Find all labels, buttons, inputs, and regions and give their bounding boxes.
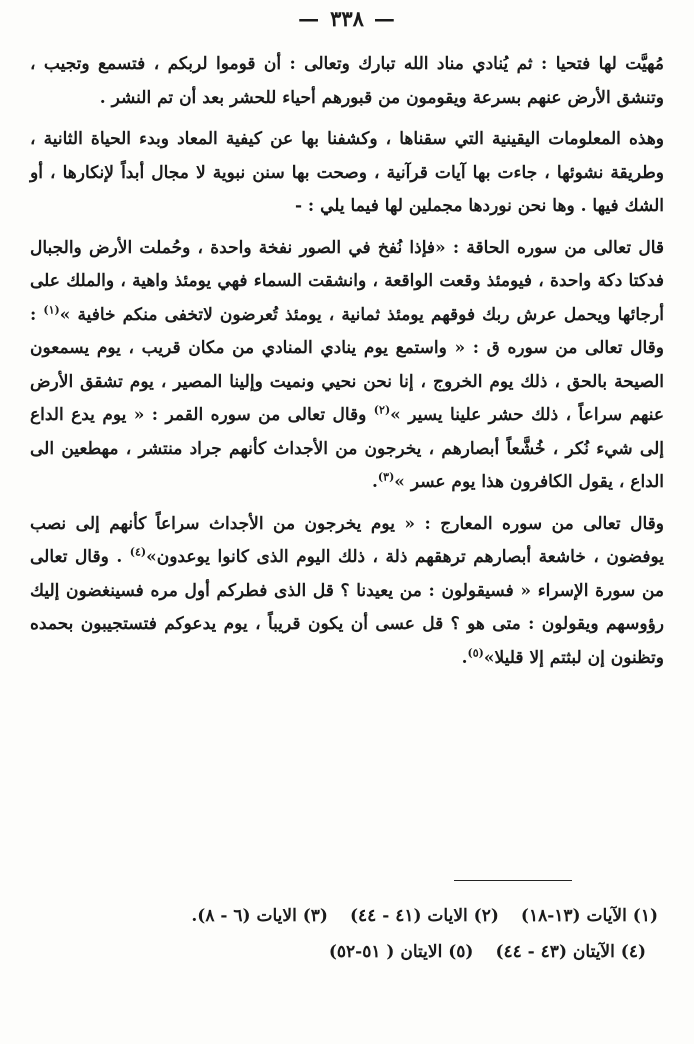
page-number: —٣٣٨— xyxy=(298,6,396,31)
footnote-2: (٢) الايات (٤١ - ٤٤) xyxy=(349,906,499,926)
footnote-ref: (٥) xyxy=(467,645,484,659)
footnote-ref: (٢) xyxy=(373,403,391,417)
footnotes xyxy=(30,898,664,970)
footnote-4: (٤) الآيتان (٤٣ - ٤٤) xyxy=(495,942,646,962)
paragraph-4: وقال تعالى من سوره المعارج : « يوم يخرجون من الأجداث سراعاً كأنهم إلى نصب يوفضون ، خاشعة أبصارهم ترهقهم ذلة ، ذلك اليوم الذى كانوا يوعدون»$^{(٤)}$ . وقال تعالى من سورة الإسراء « فسيقولون : من يعيدنا ؟ قل الذى فطركم أول مره فسينغضون إليك رؤوسهم ويقولون : متى هو ؟ قل عسى أن يكون قريباً ، يوم يدعوكم فتستجيبون بحمده وتظنون إن لبثتم إلا قليلا»$^{(٥)}$. xyxy=(30,513,664,668)
footnote-row xyxy=(30,898,664,934)
footnote-5: (٥) الايتان ( ٥١-٥٢) xyxy=(328,942,474,962)
paragraph-3: قال تعالى من سوره الحاقة : «فإذا نُفخ في الصور نفخة واحدة ، وحُملت الأرض والجبال فدكتا دكة واحدة ، فيومئذ وقعت الواقعة ، وانشقت السماء فهي يومئذ واهية ، والملك على أرجائها ويحمل عرش ربك فوقهم يومئذ ثمانية ، يومئذ تُعرضون لاتخفى منكم خافية »$^{(١)}$ : وقال تعالى من سوره ق : « واستمع يوم ينادي المنادي من مكان قريب ، يوم يسمعون الصيحة بالحق ، ذلك يوم الخروج ، إنا نحن نحيي ونميت وإلينا المصير ، يوم تشقق الأرض عنهم سراعاً ، ذلك حشر علينا يسير »$^{(٢)}$ وقال تعالى من سوره القمر : « يوم يدع الداع إلى شيء نُكر ، خُشَّعاً أبصارهم ، يخرجون من الأجداث كأنهم جراد منتشر ، مهطعين الى الداع ، يقول الكافرون هذا يوم عسر »$^{(٣)}$. xyxy=(30,237,665,492)
body-text xyxy=(30,48,664,675)
footnote-ref: (٤) xyxy=(129,545,147,559)
footnote-ref: (١) xyxy=(43,302,60,316)
paragraph-2: وهذه المعلومات اليقينية التي سقناها ، وكشفنا بها عن كيفية المعاد وبدء الحياة الثانية ، وطريقة نشوئها ، جاءت بها آيات قرآنية ، وصحت بها سنن نبوية لا مجال أبداً لإنكارها ، أو الشك فيها . وها نحن نوردها مجملين لها فيما يلي : - xyxy=(30,129,664,216)
footnote-ref: (٣) xyxy=(377,470,395,484)
footnote-1: (١) الآيات (١٣-١٨) xyxy=(520,906,658,926)
paragraph-1: مُهيَّت لها فتحيا : ثم يُنادي مناد الله تبارك وتعالى : أن قوموا لربكم ، فتسمع وتجيب ، وتنشق الأرض عنهم بسرعة ويقومون من قبورهم أحياء للحشر بعد أن تم النشر . xyxy=(30,54,664,108)
footnote-divider xyxy=(454,880,572,881)
document-page xyxy=(30,0,664,1044)
footnote-row xyxy=(30,934,664,970)
footnote-3: (٣) الايات (٦ - ٨). xyxy=(191,906,328,926)
